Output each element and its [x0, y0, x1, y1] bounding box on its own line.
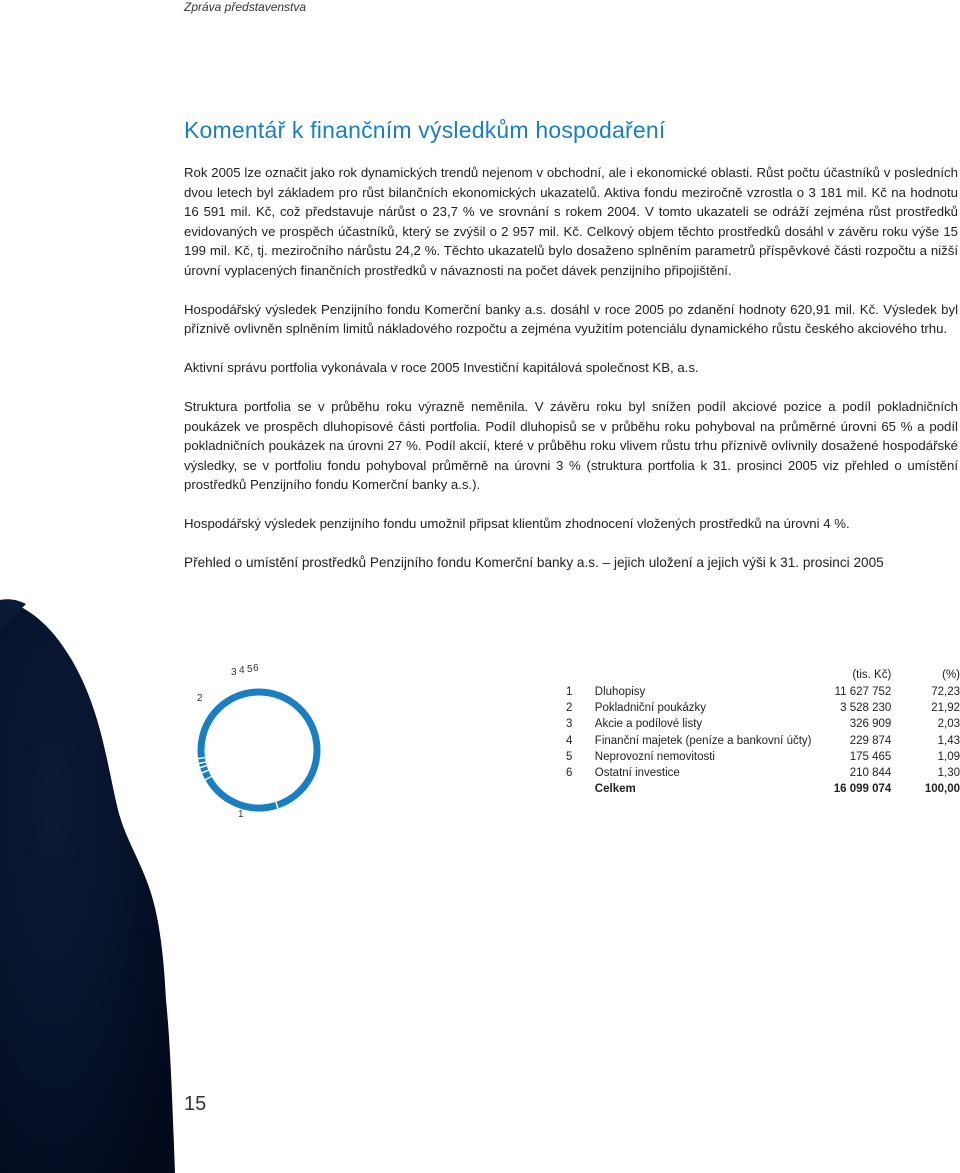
row-name: Pokladniční poukázky [594, 702, 707, 715]
page-number: 15 [184, 1093, 207, 1115]
portfolio-donut-chart [180, 650, 330, 830]
row-name: Dluhopisy [594, 686, 646, 699]
row-number: 5 [566, 750, 573, 763]
table-row [566, 716, 960, 732]
donut-slice-3 [205, 772, 208, 777]
row-name: Akcie a podílové listy [594, 718, 703, 731]
total-value: 16 099 074 [833, 783, 892, 796]
table-row [566, 684, 960, 700]
row-percent: 21,92 [931, 702, 960, 715]
table-total-row [566, 781, 960, 797]
row-value: 3 528 230 [840, 702, 892, 715]
person-silhouette-image [0, 560, 175, 1173]
row-percent: 1,43 [937, 734, 960, 747]
running-header: Zpráva představenstva [184, 0, 307, 14]
row-number: 6 [566, 767, 573, 780]
paragraph: Hospodářský výsledek penzijního fondu umožnil připsat klientům zhodnocení vložených prostředků na úrovni 4 %. [184, 516, 850, 531]
donut-slice-4 [204, 767, 205, 771]
section-subtitle: Přehled o umístění prostředků Penzijního fondu Komerční banky a.s. – jejich uložení a jejich výši k 31. prosinci 2005 [184, 555, 884, 570]
donut-slice-6 [202, 759, 203, 762]
row-value: 175 465 [849, 750, 892, 763]
row-value: 229 874 [849, 734, 892, 747]
column-header-percent: (%) [942, 669, 960, 681]
slice-label-1: 1 [238, 809, 244, 820]
row-percent: 1,30 [937, 767, 960, 780]
row-value: 11 627 752 [834, 686, 892, 699]
table-row [566, 749, 960, 765]
portfolio-table [566, 666, 960, 797]
paragraph: Aktivní správu portfolia vykonávala v roce 2005 Investiční kapitálová společnost KB, a.s. [184, 360, 699, 375]
paragraph: Struktura portfolia se v průběhu roku výrazně neměnila. V závěru roku byl snížen podíl akciové pozice a podíl pokladničních poukázek ve prospěch dluhopisové části portfolia. Podíl dluhopisů se v průběhu roku pohyboval na průměrné úrovni 65 % a podíl pokladničních poukázek na úrovni 27 %. Podíl akcií, které v průběhu roku vlivem růstu trhu příznivě ovlivnily dosažené hospodářské výsledky, se v portfoliu fondu pohyboval průměrně na úrovni 3 % (struktura portfolia k 31. prosinci 2005 viz přehled o umístění prostředků Penzijního fondu Komerční banky a.s.). [184, 399, 958, 492]
row-percent: 72,23 [931, 686, 960, 699]
slice-label-4: 4 [239, 665, 245, 676]
row-name: Neprovozní nemovitosti [594, 750, 715, 763]
table-header-row [566, 666, 960, 684]
row-percent: 2,03 [937, 718, 960, 731]
donut-slice-5 [203, 763, 204, 765]
table-row [566, 765, 960, 781]
page-title: Komentář k finančním výsledkům hospodaření [184, 117, 666, 143]
column-header-value: (tis. Kč) [852, 669, 892, 681]
body-text [184, 163, 958, 592]
slice-label-6: 6 [253, 663, 259, 674]
paragraph: Rok 2005 lze označit jako rok dynamických trendů nejenom v obchodní, ale i ekonomické oblasti. Růst počtu účastníků v posledních dvou letech byl základem pro růst bilančních ekonomických ukazatelů. Aktiva fondu meziročně vzrostla o 3 181 mil. Kč na hodnotu 16 591 mil. Kč, což představuje nárůst o 23,7 % ve srovnání s rokem 2004. V tomto ukazateli se odráží zejména růst prostředků evidovaných ve prospěch účastníků, který se zvýšil o 2 957 mil. Kč. Celkový objem těchto prostředků dosáhl v závěru roku výše 15 199 mil. Kč, tj. meziročního nárůstu 24,2 %. Těchto ukazatelů bylo dosaženo splněním parametrů příspěvkové části rozpočtu a nižší úrovní vyplacených finančních prostředků v návaznosti na počet dávek penzijního připojištění. [184, 165, 958, 278]
slice-label-3: 3 [231, 667, 237, 678]
paragraph: Hospodářský výsledek Penzijního fondu Komerční banky a.s. dosáhl v roce 2005 po zdanění hodnoty 620,91 mil. Kč. Výsledek byl příznivě ovlivněn splněním limitů nákladového rozpočtu a zejména využitím potenciálu dynamického růstu českého akciového trhu. [184, 301, 958, 336]
row-number: 3 [566, 718, 573, 731]
row-number: 1 [566, 686, 573, 699]
table-row [566, 733, 960, 749]
row-percent: 1,09 [937, 750, 960, 763]
slice-label-5: 5 [247, 664, 253, 675]
row-value: 326 909 [849, 718, 892, 731]
row-number: 4 [566, 734, 573, 747]
donut-slice-2 [209, 779, 277, 808]
total-label: Celkem [594, 783, 636, 796]
table-row [566, 700, 960, 716]
row-name: Finanční majetek (peníze a bankovní účty) [594, 734, 812, 747]
row-number: 2 [566, 702, 573, 715]
slice-label-2: 2 [197, 693, 203, 704]
total-percent: 100,00 [924, 783, 960, 796]
row-value: 210 844 [849, 767, 892, 780]
row-name: Ostatní investice [594, 767, 680, 780]
donut-arcs [201, 692, 317, 808]
